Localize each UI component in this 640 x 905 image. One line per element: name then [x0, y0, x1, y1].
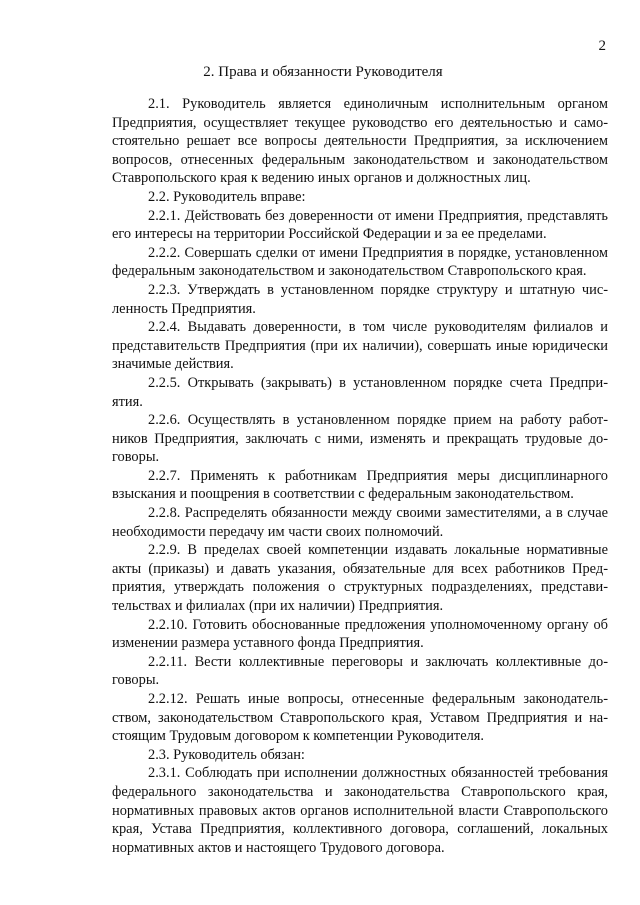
document-body: [112, 95, 608, 857]
paragraph-2-2-6: 2.2.6. Осуществлять в установленном порядке прием на работу работников Предприятия, заключать с ними, изменять и прекращать трудовые договоры.: [112, 412, 608, 466]
page-number: 2: [598, 38, 606, 54]
paragraph-2-2-7: 2.2.7. Применять к работникам Предприятия меры дисциплинарного взыскания и поощрения в соответствии с федеральным законодательством.: [112, 467, 608, 503]
paragraph-2-2-5: 2.2.5. Открывать (закрывать) в установленном порядке счета Предприятия.: [112, 374, 608, 410]
paragraph-2-2: 2.2. Руководитель вправе:: [148, 188, 306, 205]
paragraph-2-2-10: 2.2.10. Готовить обоснованные предложения уполномоченному органу об изменении размера уставного фонда Предприятия.: [112, 616, 608, 652]
paragraph-2-3: 2.3. Руководитель обязан:: [148, 746, 305, 763]
paragraph-2-2-4: 2.2.4. Выдавать доверенности, в том числе руководителям филиалов и представительств Предприятия (при их наличии), совершать иные юридически значимые действия.: [112, 319, 608, 373]
paragraph-2-2-11: 2.2.11. Вести коллективные переговоры и заключать коллективные договоры.: [112, 653, 608, 689]
paragraph-2-2-3: 2.2.3. Утверждать в установленном порядке структуру и штатную численность Предприятия.: [112, 281, 608, 317]
paragraph-2-1: 2.1. Руководитель является единоличным исполнительным органом Предприятия, осуществляет текущее руководство его деятельностью и самостоятельно решает все вопросы деятельности Предприятия, за исключением вопросов, отнесенных федеральным законодательством и законодательством Ставропольского края к ведению иных органов и должностных лиц.: [112, 96, 608, 187]
section-title: 2. Права и обязанности Руководителя: [203, 64, 443, 80]
paragraph-2-2-8: 2.2.8. Распределять обязанности между своими заместителями, а в случае необходимости передачу им части своих полномочий.: [112, 505, 608, 540]
paragraph-2-3-1: 2.3.1. Соблюдать при исполнении должностных обязанностей требования федерального законодательства и законодательства Ставропольского края, нормативных правовых актов органов исполнительной власти Ставропольского края, Устава Предприятия, коллективного договора, соглашений, локальных нормативных актов и настоящего Трудового договора.: [112, 765, 608, 856]
paragraph-2-2-1: 2.2.1. Действовать без доверенности от имени Предприятия, представлять его интересы на территории Российской Федерации и за ее пределами.: [112, 207, 608, 243]
paragraph-2-2-2: 2.2.2. Совершать сделки от имени Предприятия в порядке, установленном федеральным законодательством и законодательством Ставропольского края.: [112, 244, 608, 280]
paragraph-2-2-9: 2.2.9. В пределах своей компетенции издавать локальные нормативные акты (приказы) и давать указания, обязательные для всех работников Предприятия, утверждать положения о структурных подразделениях, представительствах и филиалах (при их наличии) Предприятия.: [112, 542, 608, 615]
paragraph-2-2-12: 2.2.12. Решать иные вопросы, отнесенные федеральным законодательством, законодательством Ставропольского края, Уставом Предприятия и настоящим Трудовым договором к компетенции Руководителя.: [112, 691, 608, 745]
